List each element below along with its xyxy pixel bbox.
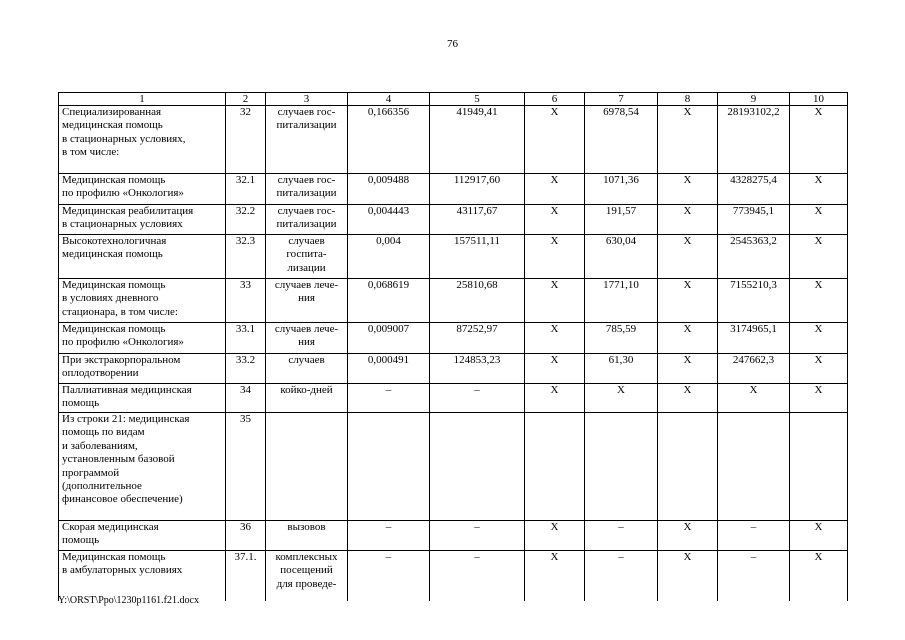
cell-value-col-6 bbox=[525, 413, 585, 521]
cell-value-col-9: 28193102,2 bbox=[718, 106, 790, 174]
cell-row-number: 32.3 bbox=[226, 235, 266, 279]
cell-row-number: 32 bbox=[226, 106, 266, 174]
cell-value-col-5: – bbox=[430, 384, 525, 413]
cell-value-col-7: 630,04 bbox=[585, 235, 658, 279]
cell-value-col-9: 773945,1 bbox=[718, 205, 790, 235]
cell-value-col-8: Х bbox=[658, 521, 718, 551]
cell-value-col-4: 0,000491 bbox=[348, 354, 430, 384]
cell-value-col-4: 0,068619 bbox=[348, 279, 430, 323]
cell-value-col-9: 247662,3 bbox=[718, 354, 790, 384]
cell-value-col-6: Х bbox=[525, 521, 585, 551]
cell-value-col-10: Х bbox=[790, 174, 848, 205]
cell-value-col-6: Х bbox=[525, 551, 585, 601]
cell-row-name: Медицинская реабилитация в стационарных условиях bbox=[59, 205, 226, 235]
cell-value-col-4: 0,009007 bbox=[348, 323, 430, 354]
cell-value-col-4: 0,004443 bbox=[348, 205, 430, 235]
cell-unit bbox=[266, 413, 348, 521]
cell-value-col-9: 2545363,2 bbox=[718, 235, 790, 279]
cell-unit: случаев лече- ния bbox=[266, 323, 348, 354]
cell-value-col-5: 25810,68 bbox=[430, 279, 525, 323]
column-header: 1 bbox=[59, 93, 226, 106]
column-header: 2 bbox=[226, 93, 266, 106]
cell-value-col-4: 0,166356 bbox=[348, 106, 430, 174]
column-header: 4 bbox=[348, 93, 430, 106]
cell-value-col-8: Х bbox=[658, 384, 718, 413]
data-table bbox=[58, 92, 848, 601]
cell-row-number: 35 bbox=[226, 413, 266, 521]
cell-value-col-10: Х bbox=[790, 384, 848, 413]
cell-value-col-9: 7155210,3 bbox=[718, 279, 790, 323]
cell-value-col-5 bbox=[430, 413, 525, 521]
cell-unit: случаев госпита- лизации bbox=[266, 235, 348, 279]
cell-value-col-5: 157511,11 bbox=[430, 235, 525, 279]
table-row bbox=[59, 354, 848, 384]
footer-file-path: Y:\ORST\Ppo\1230p1161.f21.docx bbox=[58, 595, 199, 606]
cell-value-col-8: Х bbox=[658, 205, 718, 235]
cell-value-col-9: Х bbox=[718, 384, 790, 413]
cell-unit: койко-дней bbox=[266, 384, 348, 413]
cell-row-name: При экстракорпоральном оплодотворении bbox=[59, 354, 226, 384]
column-header: 10 bbox=[790, 93, 848, 106]
cell-value-col-7: 785,59 bbox=[585, 323, 658, 354]
table-row bbox=[59, 521, 848, 551]
cell-row-name: Медицинская помощь по профилю «Онкология» bbox=[59, 323, 226, 354]
cell-row-number: 32.1 bbox=[226, 174, 266, 205]
cell-value-col-9: 4328275,4 bbox=[718, 174, 790, 205]
cell-value-col-9 bbox=[718, 413, 790, 521]
cell-value-col-5: 112917,60 bbox=[430, 174, 525, 205]
cell-row-name: Высокотехнологичная медицинская помощь bbox=[59, 235, 226, 279]
cell-value-col-9: 3174965,1 bbox=[718, 323, 790, 354]
cell-unit: случаев bbox=[266, 354, 348, 384]
table-row bbox=[59, 106, 848, 174]
cell-value-col-8: Х bbox=[658, 551, 718, 601]
table-row bbox=[59, 235, 848, 279]
cell-value-col-4 bbox=[348, 413, 430, 521]
cell-value-col-5: – bbox=[430, 521, 525, 551]
cell-value-col-8: Х bbox=[658, 235, 718, 279]
cell-value-col-7: Х bbox=[585, 384, 658, 413]
cell-row-number: 33.1 bbox=[226, 323, 266, 354]
cell-value-col-6: Х bbox=[525, 205, 585, 235]
cell-value-col-4: 0,009488 bbox=[348, 174, 430, 205]
cell-value-col-5: – bbox=[430, 551, 525, 601]
cell-value-col-6: Х bbox=[525, 323, 585, 354]
cell-value-col-10: Х bbox=[790, 323, 848, 354]
cell-value-col-5: 124853,23 bbox=[430, 354, 525, 384]
cell-value-col-7: 191,57 bbox=[585, 205, 658, 235]
cell-row-name: Специализированная медицинская помощь в стационарных условиях, в том числе: bbox=[59, 106, 226, 174]
cell-value-col-10: Х bbox=[790, 106, 848, 174]
cell-row-number: 34 bbox=[226, 384, 266, 413]
cell-value-col-8: Х bbox=[658, 354, 718, 384]
cell-row-name: Из строки 21: медицинская помощь по видам и заболеваниям, установленным базовой программой (дополнительное финансовое обеспечение) bbox=[59, 413, 226, 521]
page-number: 76 bbox=[447, 38, 458, 50]
cell-row-number: 32.2 bbox=[226, 205, 266, 235]
cell-unit: случаев лече- ния bbox=[266, 279, 348, 323]
table-row bbox=[59, 551, 848, 601]
cell-value-col-6: Х bbox=[525, 174, 585, 205]
table-row bbox=[59, 384, 848, 413]
cell-unit: комплексных посещений для проведе- bbox=[266, 551, 348, 601]
column-header: 5 bbox=[430, 93, 525, 106]
cell-value-col-5: 43117,67 bbox=[430, 205, 525, 235]
cell-value-col-10: Х bbox=[790, 521, 848, 551]
cell-row-number: 33.2 bbox=[226, 354, 266, 384]
cell-value-col-8: Х bbox=[658, 106, 718, 174]
cell-value-col-7: – bbox=[585, 551, 658, 601]
table-header-row bbox=[59, 93, 848, 106]
table-row bbox=[59, 174, 848, 205]
cell-value-col-9: – bbox=[718, 551, 790, 601]
column-header: 6 bbox=[525, 93, 585, 106]
column-header: 3 bbox=[266, 93, 348, 106]
cell-value-col-7: 1071,36 bbox=[585, 174, 658, 205]
cell-row-number: 33 bbox=[226, 279, 266, 323]
cell-unit: вызовов bbox=[266, 521, 348, 551]
cell-row-name: Медицинская помощь по профилю «Онкология» bbox=[59, 174, 226, 205]
column-header: 7 bbox=[585, 93, 658, 106]
cell-value-col-10: Х bbox=[790, 279, 848, 323]
cell-value-col-9: – bbox=[718, 521, 790, 551]
cell-row-number: 37.1. bbox=[226, 551, 266, 601]
table-row bbox=[59, 413, 848, 521]
cell-value-col-7: – bbox=[585, 521, 658, 551]
cell-value-col-7: 61,30 bbox=[585, 354, 658, 384]
cell-value-col-7: 6978,54 bbox=[585, 106, 658, 174]
cell-value-col-10: Х bbox=[790, 551, 848, 601]
cell-value-col-8: Х bbox=[658, 174, 718, 205]
cell-unit: случаев гос- питализации bbox=[266, 174, 348, 205]
table-row bbox=[59, 279, 848, 323]
column-header: 8 bbox=[658, 93, 718, 106]
column-header: 9 bbox=[718, 93, 790, 106]
cell-value-col-6: Х bbox=[525, 106, 585, 174]
cell-value-col-8: Х bbox=[658, 279, 718, 323]
cell-value-col-10: Х bbox=[790, 354, 848, 384]
cell-row-name: Паллиативная медицинская помощь bbox=[59, 384, 226, 413]
cell-value-col-10 bbox=[790, 413, 848, 521]
cell-value-col-4: 0,004 bbox=[348, 235, 430, 279]
cell-value-col-5: 87252,97 bbox=[430, 323, 525, 354]
cell-row-name: Скорая медицинская помощь bbox=[59, 521, 226, 551]
cell-value-col-4: – bbox=[348, 521, 430, 551]
cell-value-col-5: 41949,41 bbox=[430, 106, 525, 174]
cell-value-col-10: Х bbox=[790, 235, 848, 279]
cell-row-number: 36 bbox=[226, 521, 266, 551]
cell-value-col-7: 1771,10 bbox=[585, 279, 658, 323]
cell-value-col-8 bbox=[658, 413, 718, 521]
cell-value-col-10: Х bbox=[790, 205, 848, 235]
cell-value-col-6: Х bbox=[525, 384, 585, 413]
cell-row-name: Медицинская помощь в условиях дневного стационара, в том числе: bbox=[59, 279, 226, 323]
table-row bbox=[59, 205, 848, 235]
cell-value-col-7 bbox=[585, 413, 658, 521]
cell-unit: случаев гос- питализации bbox=[266, 106, 348, 174]
cell-value-col-4: – bbox=[348, 551, 430, 601]
cell-value-col-4: – bbox=[348, 384, 430, 413]
cell-value-col-6: Х bbox=[525, 279, 585, 323]
table-row bbox=[59, 323, 848, 354]
cell-value-col-8: Х bbox=[658, 323, 718, 354]
cell-unit: случаев гос- питализации bbox=[266, 205, 348, 235]
cell-row-name: Медицинская помощь в амбулаторных условиях bbox=[59, 551, 226, 601]
cell-value-col-6: Х bbox=[525, 354, 585, 384]
cell-value-col-6: Х bbox=[525, 235, 585, 279]
